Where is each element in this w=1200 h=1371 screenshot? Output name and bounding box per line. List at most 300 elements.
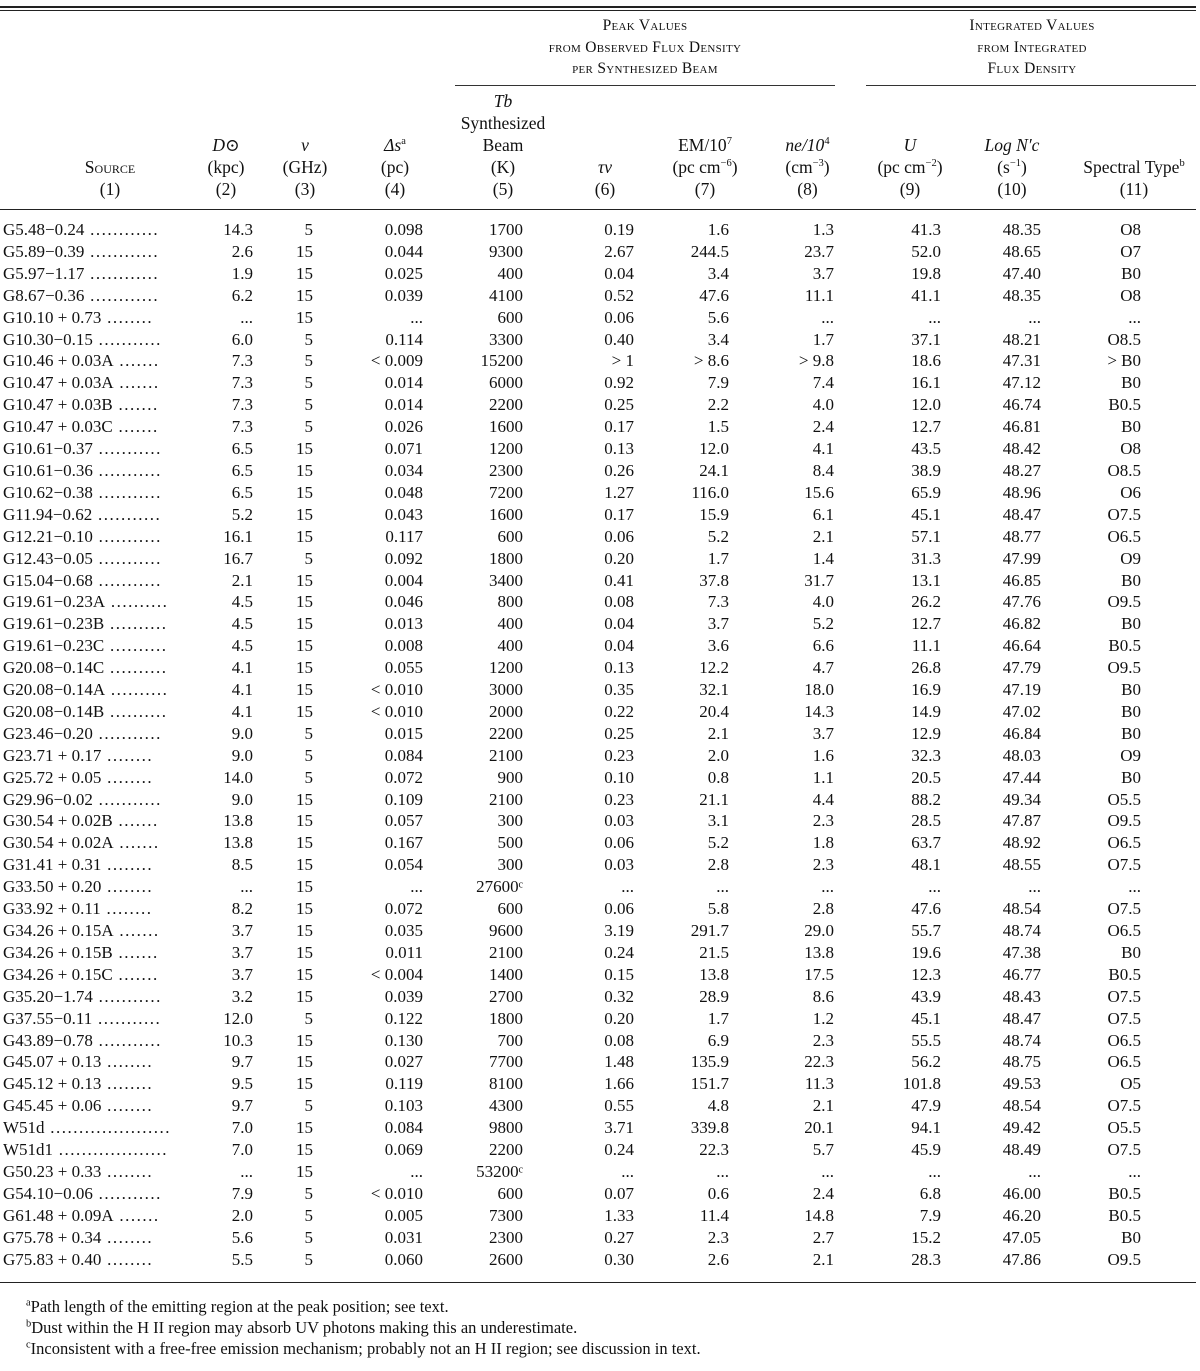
cell-frequency: 15: [296, 1140, 313, 1160]
cell-optical-depth: > 1: [611, 351, 634, 371]
cell-distance: ...: [240, 307, 253, 327]
cell-excitation-parameter: 43.5: [911, 439, 941, 459]
cell-emission-measure: 1.7: [707, 1008, 729, 1028]
cell-excitation-parameter: ...: [928, 307, 941, 327]
cell-excitation-parameter: 7.9: [919, 1205, 941, 1225]
dot-leader: ........: [100, 899, 153, 919]
cell-frequency: 15: [296, 263, 313, 283]
cell-emission-measure: 5.2: [707, 526, 729, 546]
table-row: [0, 1008, 1141, 1030]
cell-emission-measure: 1.6: [707, 220, 729, 239]
table-row: [0, 701, 1141, 723]
dot-leader: ........: [101, 855, 154, 875]
table-row: [0, 832, 1141, 854]
cell-optical-depth: 0.27: [604, 1227, 634, 1247]
cell-frequency: 15: [296, 526, 313, 546]
table-row: [0, 810, 1141, 832]
cell-distance: 12.0: [223, 1008, 253, 1028]
cell-frequency: 15: [296, 460, 313, 480]
cell-emission-measure: 13.8: [699, 964, 729, 984]
cell-log-photon-rate: 49.53: [1002, 1074, 1041, 1094]
cell-log-photon-rate: 48.43: [1002, 986, 1041, 1006]
cell-emission-measure: 339.8: [690, 1118, 729, 1138]
cell-brightness-temp: 600: [497, 526, 523, 546]
cell-source: G8.67−0.36 ............: [3, 285, 160, 305]
cell-spectral-type: B0: [1121, 263, 1141, 283]
cell-frequency: 15: [296, 504, 313, 524]
cell-spectral-type: O9: [1120, 745, 1141, 765]
table-row: [0, 723, 1141, 745]
col-header-electron-density: [770, 134, 845, 200]
table-row: [0, 1227, 1141, 1249]
cell-distance: ...: [240, 877, 253, 897]
cell-excitation-parameter: 41.1: [911, 285, 941, 305]
cell-spectral-type: O6: [1120, 482, 1141, 502]
cell-spectral-type: B0.5: [1108, 964, 1141, 984]
cell-distance: 2.6: [231, 241, 253, 261]
cell-source: G45.07 + 0.13 ........: [3, 1052, 154, 1072]
cell-electron-density: 23.7: [804, 241, 834, 261]
cell-brightness-temp: 2200: [489, 395, 523, 415]
cell-path-length: 0.005: [384, 1205, 423, 1225]
cell-distance: 3.7: [231, 921, 253, 940]
col-optical-depth-label: τν: [597, 157, 613, 177]
cell-source: G30.54 + 0.02A .......: [3, 833, 160, 853]
cell-electron-density: 11.1: [804, 285, 834, 305]
cell-spectral-type: O7: [1120, 241, 1141, 261]
cell-log-photon-rate: 47.19: [1002, 680, 1041, 700]
cell-source: G10.47 + 0.03B .......: [3, 395, 159, 415]
cell-optical-depth: 0.25: [604, 395, 634, 415]
col-ne-num: (8): [797, 179, 818, 199]
cell-emission-measure: 3.4: [707, 263, 729, 283]
cell-spectral-type: B0: [1121, 1227, 1141, 1247]
cell-brightness-temp: 500: [497, 833, 523, 853]
cell-frequency: 15: [296, 307, 313, 327]
table-row: [0, 1183, 1141, 1205]
cell-distance: 6.2: [231, 285, 253, 305]
cell-path-length: 0.044: [384, 241, 423, 261]
table-row: [0, 854, 1141, 876]
cell-path-length: ...: [410, 877, 423, 897]
cell-distance: 6.5: [231, 439, 253, 459]
table-row: [0, 1249, 1141, 1271]
cell-frequency: 5: [304, 373, 313, 393]
table-row: [0, 307, 1141, 329]
cell-source: G54.10−0.06 ...........: [3, 1183, 162, 1203]
cell-frequency: 15: [296, 658, 313, 678]
cell-frequency: 15: [296, 592, 313, 612]
cell-frequency: 5: [304, 1249, 313, 1269]
cell-frequency: 15: [296, 1161, 313, 1181]
cell-brightness-temp: 700: [497, 1030, 523, 1050]
cell-optical-depth: 1.48: [604, 1052, 634, 1072]
cell-log-photon-rate: 48.21: [1002, 329, 1041, 349]
cell-frequency: 15: [296, 811, 313, 831]
cell-log-photon-rate: 47.87: [1002, 811, 1041, 831]
cell-distance: 6.0: [231, 329, 253, 349]
cell-path-length: < 0.010: [370, 701, 423, 721]
cell-spectral-type: O6.5: [1107, 921, 1141, 940]
cell-path-length: 0.046: [384, 592, 423, 612]
cell-brightness-temp: 1200: [489, 439, 523, 459]
cell-optical-depth: 3.71: [604, 1118, 634, 1138]
cell-frequency: 5: [304, 723, 313, 743]
dot-leader: ........: [101, 1161, 154, 1181]
cell-optical-depth: ...: [621, 1161, 634, 1181]
col-u-label: U: [903, 135, 917, 155]
cell-source: G34.26 + 0.15A .......: [3, 921, 160, 940]
cell-brightness-temp: 600: [497, 1183, 523, 1203]
cell-brightness-temp: 300: [497, 855, 523, 875]
cell-electron-density: 15.6: [804, 482, 834, 502]
col-em-label: $EM/10^7$: [678, 135, 732, 155]
cell-electron-density: 18.0: [804, 680, 834, 700]
cell-path-length: 0.011: [385, 942, 423, 962]
dot-leader: .......: [112, 964, 159, 984]
group-integrated-line2: from Integrated: [977, 38, 1087, 56]
cell-source: G45.45 + 0.06 ........: [3, 1096, 154, 1116]
cell-distance: 3.2: [231, 986, 253, 1006]
cell-spectral-type: O9.5: [1107, 1249, 1141, 1269]
col-lognc-label: Log N′c: [984, 135, 1040, 155]
table-row: [0, 635, 1141, 657]
cell-electron-density: 1.1: [812, 767, 834, 787]
cell-path-length: 0.025: [384, 263, 423, 283]
cell-electron-density: 7.4: [812, 373, 834, 393]
cell-emission-measure: 135.9: [690, 1052, 729, 1072]
cell-source: G61.48 + 0.09A .......: [3, 1205, 160, 1225]
table-row: [0, 329, 1141, 351]
table-row: [0, 920, 1141, 942]
cell-distance: 3.7: [231, 964, 253, 984]
cell-distance: 9.5: [231, 1074, 253, 1094]
cell-brightness-temp: 2300: [489, 1227, 523, 1247]
cell-emission-measure: 0.6: [707, 1183, 729, 1203]
table-row: [0, 416, 1141, 438]
dot-leader: ...........: [92, 986, 162, 1006]
table-row: [0, 350, 1141, 372]
cell-distance: 4.1: [231, 658, 253, 678]
cell-spectral-type: O7.5: [1107, 504, 1141, 524]
cell-optical-depth: 0.04: [604, 263, 634, 283]
cell-path-length: 0.031: [384, 1227, 423, 1247]
table-row: [0, 657, 1141, 679]
dot-leader: ...........: [92, 1030, 162, 1050]
cell-optical-depth: 2.67: [604, 241, 634, 261]
cell-path-length: 0.048: [384, 482, 423, 502]
table-row: [0, 1117, 1141, 1139]
cell-brightness-temp: 1600: [489, 504, 523, 524]
cell-log-photon-rate: 48.35: [1002, 220, 1041, 239]
cell-electron-density: 17.5: [804, 964, 834, 984]
cell-optical-depth: 0.24: [604, 1140, 634, 1160]
cell-source: G5.48−0.24 ............: [3, 220, 160, 239]
cell-brightness-temp: 400: [497, 263, 523, 283]
cell-frequency: 5: [304, 767, 313, 787]
dot-leader: ...........: [92, 789, 162, 809]
cell-log-photon-rate: 47.05: [1002, 1227, 1041, 1247]
cell-frequency: 15: [296, 241, 313, 261]
cell-optical-depth: 0.03: [604, 811, 634, 831]
dot-leader: ..........: [104, 658, 168, 678]
table-bottom-rule: [0, 1282, 1196, 1283]
cell-electron-density: 2.7: [812, 1227, 834, 1247]
cell-source: G11.94−0.62 ...........: [3, 504, 162, 524]
cell-source: G10.61−0.36 ...........: [3, 460, 162, 480]
dot-leader: .......: [113, 351, 160, 371]
cell-path-length: 0.084: [384, 745, 423, 765]
col-frequency-unit: (GHz): [282, 157, 328, 177]
cell-spectral-type: O8: [1120, 220, 1141, 239]
cell-brightness-temp: 900: [497, 767, 523, 787]
cell-frequency: 5: [304, 745, 313, 765]
table-row: [0, 942, 1141, 964]
cell-source: G31.41 + 0.31 ........: [3, 855, 154, 875]
cell-log-photon-rate: 46.81: [1002, 417, 1041, 437]
col-lognc-num: (10): [997, 179, 1027, 199]
cell-log-photon-rate: 49.34: [1002, 789, 1041, 809]
table-row: [0, 219, 1141, 241]
cell-distance: 7.3: [231, 395, 253, 415]
cell-frequency: 5: [304, 1008, 313, 1028]
table-row: [0, 679, 1141, 701]
cell-excitation-parameter: 16.9: [911, 680, 941, 700]
cell-spectral-type: B0: [1121, 570, 1141, 590]
cell-spectral-type: O8.5: [1107, 329, 1141, 349]
cell-source: G10.62−0.38 ...........: [3, 482, 162, 502]
cell-frequency: 15: [296, 877, 313, 897]
cell-electron-density: 1.7: [812, 329, 834, 349]
cell-brightness-temp: 1700: [489, 220, 523, 239]
cell-path-length: ...: [410, 1161, 423, 1181]
cell-brightness-temp: 53200ᶜ: [476, 1161, 523, 1181]
table-row: [0, 1095, 1141, 1117]
cell-log-photon-rate: 48.92: [1002, 833, 1041, 853]
dot-leader: .......: [113, 921, 160, 940]
table-row: [0, 460, 1141, 482]
cell-electron-density: 1.8: [812, 833, 834, 853]
cell-path-length: 0.039: [384, 986, 423, 1006]
cell-emission-measure: 7.3: [707, 592, 729, 612]
cell-emission-measure: 47.6: [699, 285, 729, 305]
cell-optical-depth: 1.33: [604, 1205, 634, 1225]
cell-excitation-parameter: 18.6: [911, 351, 941, 371]
cell-distance: 4.5: [231, 614, 253, 634]
cell-excitation-parameter: 63.7: [911, 833, 941, 853]
table-row: [0, 767, 1141, 789]
cell-electron-density: 4.0: [812, 395, 834, 415]
cell-spectral-type: > B0: [1107, 351, 1141, 371]
cell-path-length: 0.004: [384, 570, 423, 590]
cell-brightness-temp: 3000: [489, 680, 523, 700]
cell-distance: 4.1: [231, 701, 253, 721]
cell-distance: 2.0: [231, 1205, 253, 1225]
table-row: [0, 1073, 1141, 1095]
col-distance-label: D⊙: [212, 135, 240, 155]
cell-electron-density: 2.3: [812, 855, 834, 875]
cell-path-length: 0.130: [384, 1030, 423, 1050]
dot-leader: ...........: [92, 482, 162, 502]
col-header-emission-measure: [650, 134, 760, 200]
cell-electron-density: 8.6: [812, 986, 834, 1006]
cell-excitation-parameter: 94.1: [911, 1118, 941, 1138]
cell-brightness-temp: 600: [497, 307, 523, 327]
cell-path-length: 0.057: [384, 811, 423, 831]
cell-emission-measure: 3.1: [707, 811, 729, 831]
cell-electron-density: ...: [821, 877, 834, 897]
cell-excitation-parameter: 20.5: [911, 767, 941, 787]
cell-emission-measure: 3.4: [707, 329, 729, 349]
cell-log-photon-rate: 47.86: [1002, 1249, 1041, 1269]
cell-path-length: 0.014: [384, 373, 423, 393]
col-header-excitation-parameter: [860, 134, 960, 200]
col-ne-label: $ne/10^4$: [785, 135, 830, 155]
cell-electron-density: > 9.8: [798, 351, 834, 371]
cell-emission-measure: 2.0: [707, 745, 729, 765]
table-row: [0, 1139, 1141, 1161]
cell-spectral-type: O8: [1120, 439, 1141, 459]
cell-distance: 9.0: [231, 789, 253, 809]
cell-emission-measure: ...: [716, 877, 729, 897]
dot-leader: ............: [84, 220, 160, 239]
cell-spectral-type: B0: [1121, 942, 1141, 962]
col-spectral-num: (11): [1119, 179, 1149, 199]
col-header-path-length: [360, 134, 430, 200]
cell-electron-density: ...: [821, 1161, 834, 1181]
cell-excitation-parameter: 19.6: [911, 942, 941, 962]
cell-log-photon-rate: 48.47: [1002, 1008, 1041, 1028]
cell-frequency: 15: [296, 1030, 313, 1050]
cell-brightness-temp: 2700: [489, 986, 523, 1006]
cell-source: G34.26 + 0.15B .......: [3, 942, 159, 962]
cell-log-photon-rate: 46.84: [1002, 723, 1041, 743]
cell-frequency: 5: [304, 1183, 313, 1203]
group-header-peak: [455, 15, 835, 80]
cell-brightness-temp: 7200: [489, 482, 523, 502]
cell-excitation-parameter: 43.9: [911, 986, 941, 1006]
dot-leader: ...........: [92, 1183, 162, 1203]
col-header-frequency: [270, 134, 340, 200]
cell-electron-density: 5.7: [812, 1140, 834, 1160]
cell-brightness-temp: 2100: [489, 789, 523, 809]
cell-excitation-parameter: 55.7: [911, 921, 941, 940]
cell-distance: 16.7: [223, 548, 253, 568]
cell-excitation-parameter: 19.8: [911, 263, 941, 283]
cell-log-photon-rate: 47.12: [1002, 373, 1041, 393]
cell-excitation-parameter: 47.6: [911, 899, 941, 919]
cell-electron-density: 4.0: [812, 592, 834, 612]
cell-brightness-temp: 6000: [489, 373, 523, 393]
table-row: [0, 964, 1141, 986]
dot-leader: ..........: [104, 636, 168, 656]
dot-leader: ........: [101, 1249, 154, 1269]
cell-distance: 10.3: [223, 1030, 253, 1050]
cell-path-length: 0.069: [384, 1140, 423, 1160]
cell-frequency: 15: [296, 1118, 313, 1138]
cell-electron-density: 4.7: [812, 658, 834, 678]
cell-brightness-temp: 2300: [489, 460, 523, 480]
cell-distance: 9.7: [231, 1052, 253, 1072]
footnote-a: $^a$Path length of the emitting region at the peak position; see text.: [26, 1297, 449, 1316]
cell-excitation-parameter: 12.0: [911, 395, 941, 415]
cell-log-photon-rate: 48.74: [1002, 921, 1041, 940]
cell-optical-depth: 0.19: [604, 220, 634, 239]
cell-electron-density: 2.1: [812, 1249, 834, 1269]
cell-emission-measure: 21.5: [699, 942, 729, 962]
cell-electron-density: ...: [821, 307, 834, 327]
cell-optical-depth: 0.25: [604, 723, 634, 743]
dot-leader: .....................: [44, 1118, 172, 1138]
cell-spectral-type: O5: [1120, 1074, 1141, 1094]
table-row: [0, 789, 1141, 811]
cell-distance: 7.0: [231, 1140, 253, 1160]
table-row: [0, 482, 1141, 504]
cell-emission-measure: 37.8: [699, 570, 729, 590]
cell-electron-density: 1.6: [812, 745, 834, 765]
cell-brightness-temp: 7300: [489, 1205, 523, 1225]
cell-excitation-parameter: 6.8: [919, 1183, 941, 1203]
cell-optical-depth: 0.30: [604, 1249, 634, 1269]
cell-frequency: 15: [296, 285, 313, 305]
table-row: [0, 1205, 1141, 1227]
cell-frequency: 5: [304, 395, 313, 415]
cell-path-length: 0.026: [384, 417, 423, 437]
dot-leader: ...........: [92, 548, 162, 568]
cell-excitation-parameter: ...: [928, 1161, 941, 1181]
cell-log-photon-rate: 47.99: [1002, 548, 1041, 568]
cell-source: G50.23 + 0.33 ........: [3, 1161, 154, 1181]
cell-emission-measure: 4.8: [707, 1096, 729, 1116]
cell-electron-density: 14.3: [804, 701, 834, 721]
cell-distance: 4.1: [231, 680, 253, 700]
table-row: [0, 591, 1141, 613]
table-row: [0, 394, 1141, 416]
top-rule-2: [0, 10, 1196, 11]
cell-frequency: 5: [304, 417, 313, 437]
cell-frequency: 15: [296, 964, 313, 984]
cell-frequency: 15: [296, 833, 313, 853]
cell-emission-measure: 0.8: [707, 767, 729, 787]
table-row: [0, 876, 1141, 898]
cell-excitation-parameter: 101.8: [902, 1074, 941, 1094]
cell-spectral-type: O7.5: [1107, 899, 1141, 919]
cell-excitation-parameter: 14.9: [911, 701, 941, 721]
cell-frequency: 5: [304, 220, 313, 239]
cell-brightness-temp: 400: [497, 636, 523, 656]
cell-excitation-parameter: 12.9: [911, 723, 941, 743]
cell-distance: 5.2: [231, 504, 253, 524]
cell-distance: 7.3: [231, 373, 253, 393]
cell-log-photon-rate: ...: [1028, 877, 1041, 897]
cell-optical-depth: 0.13: [604, 658, 634, 678]
cell-excitation-parameter: 16.1: [911, 373, 941, 393]
cell-log-photon-rate: 47.79: [1002, 658, 1041, 678]
cell-spectral-type: O5.5: [1107, 789, 1141, 809]
cell-log-photon-rate: 48.54: [1002, 899, 1041, 919]
cell-path-length: 0.015: [384, 723, 423, 743]
cell-path-length: 0.034: [384, 460, 423, 480]
cell-optical-depth: 0.20: [604, 548, 634, 568]
cell-spectral-type: B0: [1121, 701, 1141, 721]
cell-source: W51d .....................: [3, 1118, 172, 1138]
cell-path-length: 0.013: [384, 614, 423, 634]
dot-leader: .......: [113, 1205, 160, 1225]
cell-distance: ...: [240, 1161, 253, 1181]
cell-optical-depth: 0.52: [604, 285, 634, 305]
cell-path-length: 0.072: [384, 767, 423, 787]
cell-electron-density: 6.6: [812, 636, 834, 656]
